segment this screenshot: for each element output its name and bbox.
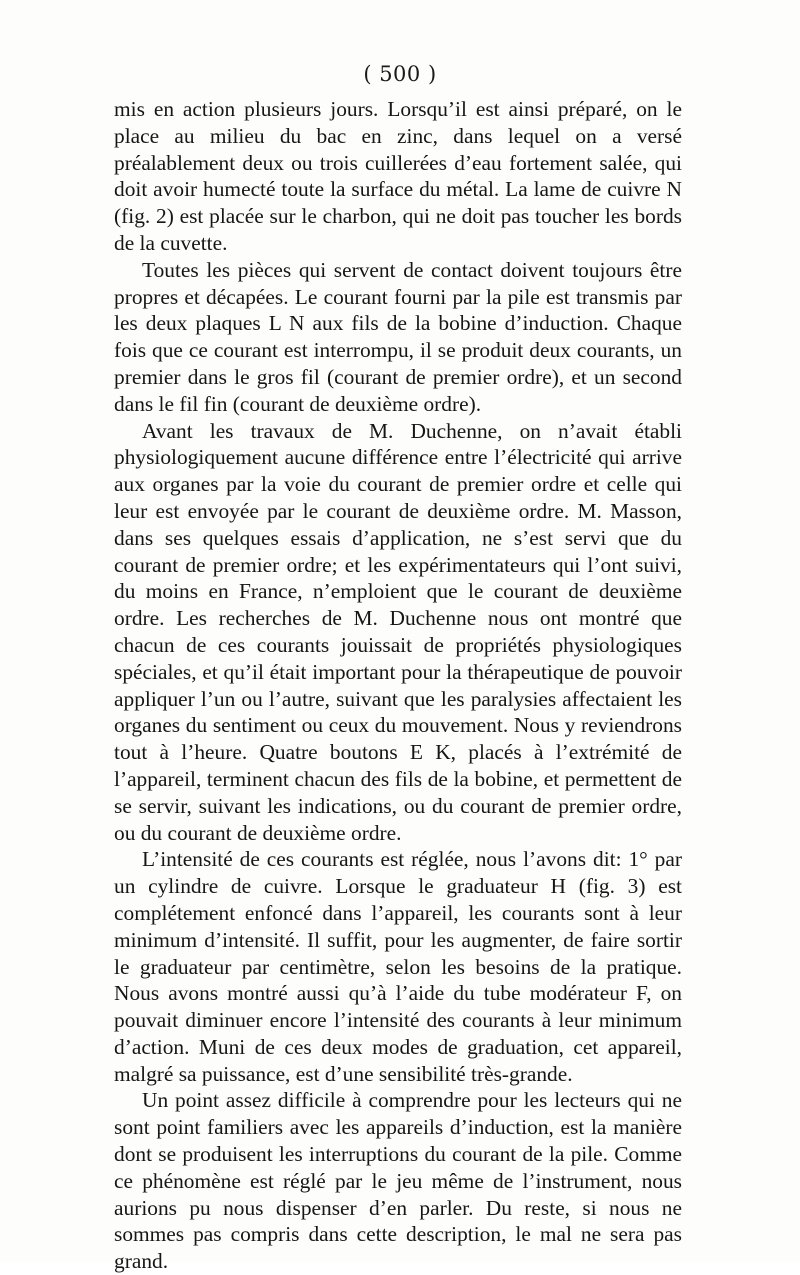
paragraph-continuation: mis en action plusieurs jours. Lorsqu’il est ainsi préparé, on le place au milieu du bac en zinc, dans lequel on a versé préalablement deux ou trois cuillerées d’eau fortement salée, qui doit avoir humecté toute la surface du métal. La lame de cuivre N (fig. 2) est placée sur le charbon, qui ne doit pas toucher les bords de la cuvette. <box>114 97 682 255</box>
paragraph-interruptions: Un point assez difficile à comprendre pour les lecteurs qui ne sont point familiers avec les appareils d’induction, est la manière dont se produisent les interruptions du courant de la pile. Comme ce phénomène est réglé par le jeu même de l’instrument, nous aurions pu nous dispenser d’en parler. Du reste, si nous ne sommes pas compris dans cette description, le mal ne sera pas grand. <box>114 1088 682 1274</box>
page-number: ( 500 ) <box>363 62 437 86</box>
paragraph-contact-pieces: Toutes les pièces qui servent de contact doivent toujours être propres et décapées. Le courant fourni par la pile est transmis par les deux plaques L N aux fils de la bobine d’induction. Chaque fois que ce courant est interrompu, il se produit deux courants, un premier dans le gros fil (courant de premier ordre), et un second dans le fil fin (courant de deuxième ordre). <box>114 257 682 416</box>
body-text <box>114 96 682 1275</box>
paragraph-duchenne-research: Avant les travaux de M. Duchenne, on n’avait établi physiologiquement aucune différence entre l’électricité qui arrive aux organes par la voie du courant de premier ordre et celle qui leur est envoyée par le courant de deuxième ordre. M. Masson, dans ses quelques essais d’application, ne s’est servi que du courant de premier ordre; et les expérimentateurs qui l’ont suivi, du moins en France, n’emploient que le courant de deuxième ordre. Les recherches de M. Duchenne nous ont montré que chacun de ces courants jouissait de propriétés physiologiques spéciales, et qu’il était important pour la thérapeutique de pouvoir appliquer l’un ou l’autre, suivant que les paralysies affectaient les organes du sentiment ou ceux du mouvement. Nous y reviendrons tout à l’heure. Quatre boutons E K, placés à l’extrémité de l’appareil, terminent chacun des fils de la bobine, et permettent de se servir, suivant les indications, ou du courant de premier ordre, ou du courant de deuxième ordre. <box>114 418 682 845</box>
paragraph-current-intensity: L’intensité de ces courants est réglée, nous l’avons dit: 1° par un cylindre de cuivre. Lorsque le graduateur H (fig. 3) est complétement enfoncé dans l’appareil, les courants sont à leur minimum d’intensité. Il suffit, pour les augmenter, de faire sortir le graduateur par centimètre, selon les besoins de la pratique. Nous avons montré aussi qu’à l’aide du tube modérateur F, on pouvait diminuer encore l’intensité des courants à leur minimum d’action. Muni de ces deux modes de graduation, cet appareil, malgré sa puissance, est d’une sensibilité très-grande. <box>114 847 682 1086</box>
